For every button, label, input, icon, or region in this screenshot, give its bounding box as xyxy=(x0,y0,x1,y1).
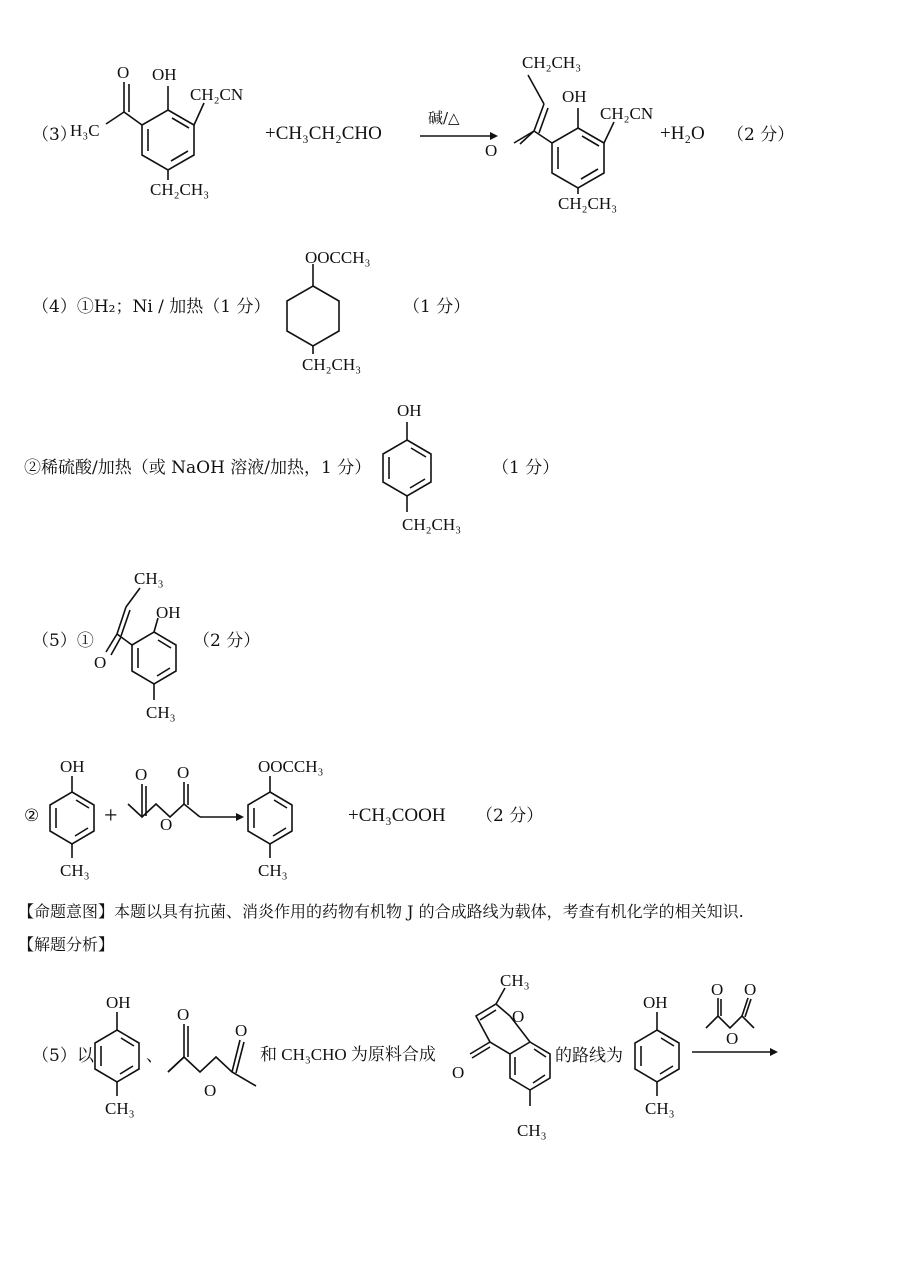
analysis-route-text: 的路线为 xyxy=(555,1046,623,1066)
analysis-prefix: （5）以 xyxy=(32,1046,94,1066)
q3-plus-reagent: +CH₃CH₂CHO xyxy=(265,123,382,144)
q5-anh-o1: O xyxy=(135,765,148,784)
q3-score: （2 分） xyxy=(727,125,795,145)
q5-score-1: （2 分） xyxy=(193,631,261,651)
analysis-and-text: 和 CH₃CHO 为原料合成 xyxy=(260,1045,436,1064)
q4-s2-oh: OH xyxy=(397,401,422,420)
q5-anh-o2: O xyxy=(177,763,190,782)
q5-s1-o: O xyxy=(94,653,107,672)
q3-r1-o: O xyxy=(117,63,130,82)
q3-p1-o: O xyxy=(485,141,498,160)
q3-p1-top-ethyl: CH₂CH₃ xyxy=(522,53,582,72)
analysis-m2-oh: OH xyxy=(643,993,668,1012)
analysis-anh-o3: O xyxy=(204,1081,217,1100)
q4-score-1: （1 分） xyxy=(403,297,471,317)
q4-s1-ethyl: CH₂CH₃ xyxy=(302,355,362,374)
q3-p1-oh: OH xyxy=(562,87,587,106)
q5-s1-oh: OH xyxy=(156,603,181,622)
analysis-anh2-o2: O xyxy=(744,980,757,999)
analysis-m1-methyl: CH₃ xyxy=(105,1099,135,1118)
analysis-separator: 、 xyxy=(146,1046,163,1066)
analysis-anh2-o3: O xyxy=(726,1029,739,1048)
q5-plus-acid: +CH₃COOH xyxy=(348,805,446,826)
q3-plus-water: +H₂O xyxy=(660,123,705,144)
q3-r1-ethyl: CH₂CH₃ xyxy=(150,180,210,199)
q3-r1-h3c: H₃C xyxy=(70,121,100,140)
q3-p1-ethyl: CH₂CH₃ xyxy=(558,194,618,213)
q4-score-2: （1 分） xyxy=(492,458,560,478)
q4-line1: （4）①H₂；Ni / 加热（1 分） xyxy=(32,297,271,317)
q4-line2: ②稀硫酸/加热（或 NaOH 溶液/加热，1 分） xyxy=(24,458,372,478)
q5-item2: ② xyxy=(24,806,40,826)
chromone-keto-o: O xyxy=(452,1063,465,1082)
q3-label: （3） xyxy=(32,125,77,145)
q5-p1-group: OOCCH₃ xyxy=(258,757,324,776)
q5-r1-oh: OH xyxy=(60,757,85,776)
q5-p1-methyl: CH₃ xyxy=(258,861,288,880)
chromone-bottom-methyl: CH₃ xyxy=(517,1121,547,1140)
analysis-anh2-o1: O xyxy=(711,980,724,999)
q4-s1-group: OOCCH₃ xyxy=(305,248,371,267)
intent-text: 【命题意图】本题以具有抗菌、消炎作用的药物有机物 J 的合成路线为载体，考查有机化学的相关知识. xyxy=(18,902,744,921)
q5-s1-methyl: CH₃ xyxy=(146,703,176,722)
q3-r1-oh: OH xyxy=(152,65,177,84)
chromone-ring-o: O xyxy=(512,1007,525,1026)
analysis-m2-methyl: CH₃ xyxy=(645,1099,675,1118)
analysis-anh-o1: O xyxy=(177,1005,190,1024)
q5-label: （5）① xyxy=(32,631,94,651)
chromone-top-methyl: CH₃ xyxy=(500,971,530,990)
q5-score-2: （2 分） xyxy=(476,806,544,826)
q3-p1-ch2cn: CH₂CN xyxy=(600,104,654,123)
q4-s2-ethyl: CH₂CH₃ xyxy=(402,515,462,534)
q5-s1-top-methyl: CH₃ xyxy=(134,569,164,588)
q5-r1-methyl: CH₃ xyxy=(60,861,90,880)
q5-plus: + xyxy=(104,803,118,829)
q3-condition: 碱/△ xyxy=(428,109,460,127)
analysis-m1-oh: OH xyxy=(106,993,131,1012)
q3-r1-ch2cn: CH₂CN xyxy=(190,85,244,104)
q5-anh-o3: O xyxy=(160,815,173,834)
analysis-title: 【解题分析】 xyxy=(18,935,115,954)
analysis-anh-o2: O xyxy=(235,1021,248,1040)
